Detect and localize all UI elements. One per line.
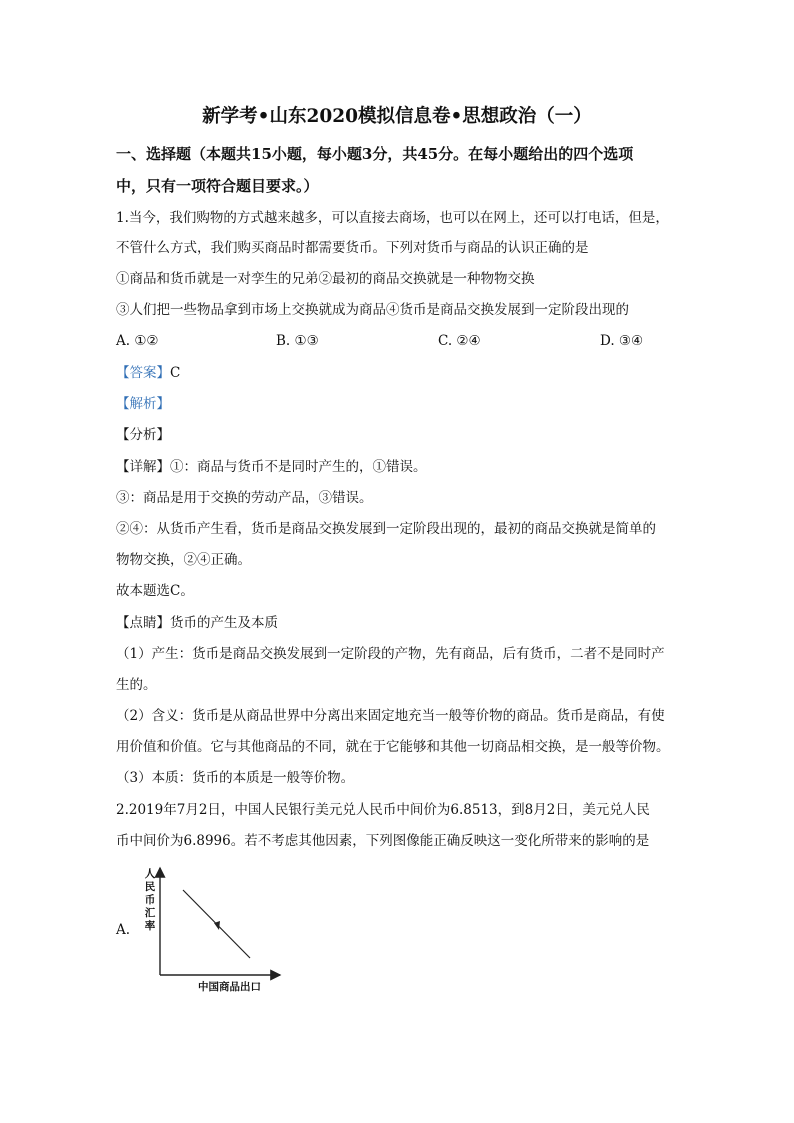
- answer-value: C: [170, 365, 181, 381]
- detail-line-3: ②④：从货币产生看，货币是商品交换发展到一定阶段出现的，最初的商品交换就是简单的: [116, 521, 656, 537]
- tip-line-5: （3）本质：货币的本质是一般等价物。: [116, 770, 355, 786]
- answer-tag: 【答案】: [116, 365, 170, 381]
- tip-tag: 【点睛】: [116, 615, 170, 631]
- tip-title: 货币的产生及本质: [170, 615, 278, 631]
- q1-stem-line-1: 1.当今，我们购物的方式越来越多，可以直接去商场，也可以在网上，还可以打电话，但是，: [116, 210, 669, 226]
- q1-statement-1: ①商品和货币就是一对孪生的兄弟②最初的商品交换就是一种物物交换: [116, 271, 535, 287]
- detail-text-1: ①：商品与货币不是同时产生的，①错误。: [170, 459, 427, 475]
- tip-line-1: （1）产生：货币是商品交换发展到一定阶段的产物，先有商品，后有货币，二者不是同时产: [116, 646, 665, 662]
- detail-line-2: ③：商品是用于交换的劳动产品，③错误。: [116, 490, 373, 506]
- chart-x-label: 中国商品出口: [198, 981, 261, 993]
- detail-line-5: 故本题选C。: [116, 583, 194, 599]
- analysis-tag: 【解析】: [116, 396, 170, 412]
- section-heading-line-2: 中，只有一项符合题目要求。）: [116, 177, 319, 195]
- q1-option-c: C. ②④: [438, 333, 481, 349]
- q1-option-a: A. ①②: [116, 333, 159, 349]
- q2-stem-line-1: 2.2019年7月2日，中国人民银行美元兑人民币中间价为6.8513，到8月2日，美元兑人民: [116, 802, 650, 818]
- chart-y-label: 人民币汇率: [144, 868, 156, 932]
- detail-line-4: 物物交换，②④正确。: [116, 552, 251, 568]
- q1-option-b: B. ①③: [276, 333, 319, 349]
- q1-option-d: D. ③④: [600, 333, 644, 349]
- section-heading-line-1: 一、选择题（本题共15小题，每小题3分，共45分。在每小题给出的四个选项: [116, 145, 634, 163]
- q1-statement-2: ③人们把一些物品拿到市场上交换就成为商品④货币是商品交换发展到一定阶段出现的: [116, 302, 629, 318]
- tip-line-3: （2）含义：货币是从商品世界中分离出来固定地充当一般等价物的商品。货币是商品，有使: [116, 708, 665, 724]
- q1-stem-line-2: 不管什么方式，我们购买商品时都需要货币。下列对货币与商品的认识正确的是: [116, 240, 589, 256]
- tip-line-4: 用价值和价值。它与其他商品的不同，就在于它能够和其他一切商品相交换，是一般等价物。: [116, 739, 670, 755]
- detail-tag: 【详解】: [116, 459, 170, 475]
- page-title: 新学考•山东2020模拟信息卷•思想政治（一）: [202, 106, 592, 127]
- fenxi-tag: 【分析】: [116, 427, 170, 443]
- q2-stem-line-2: 币中间价为6.8996。若不考虑其他因素，下列图像能正确反映这一变化所带来的影响的是: [116, 833, 650, 849]
- tip-line-2: 生的。: [116, 677, 157, 693]
- q2-option-a-label: A.: [116, 922, 131, 938]
